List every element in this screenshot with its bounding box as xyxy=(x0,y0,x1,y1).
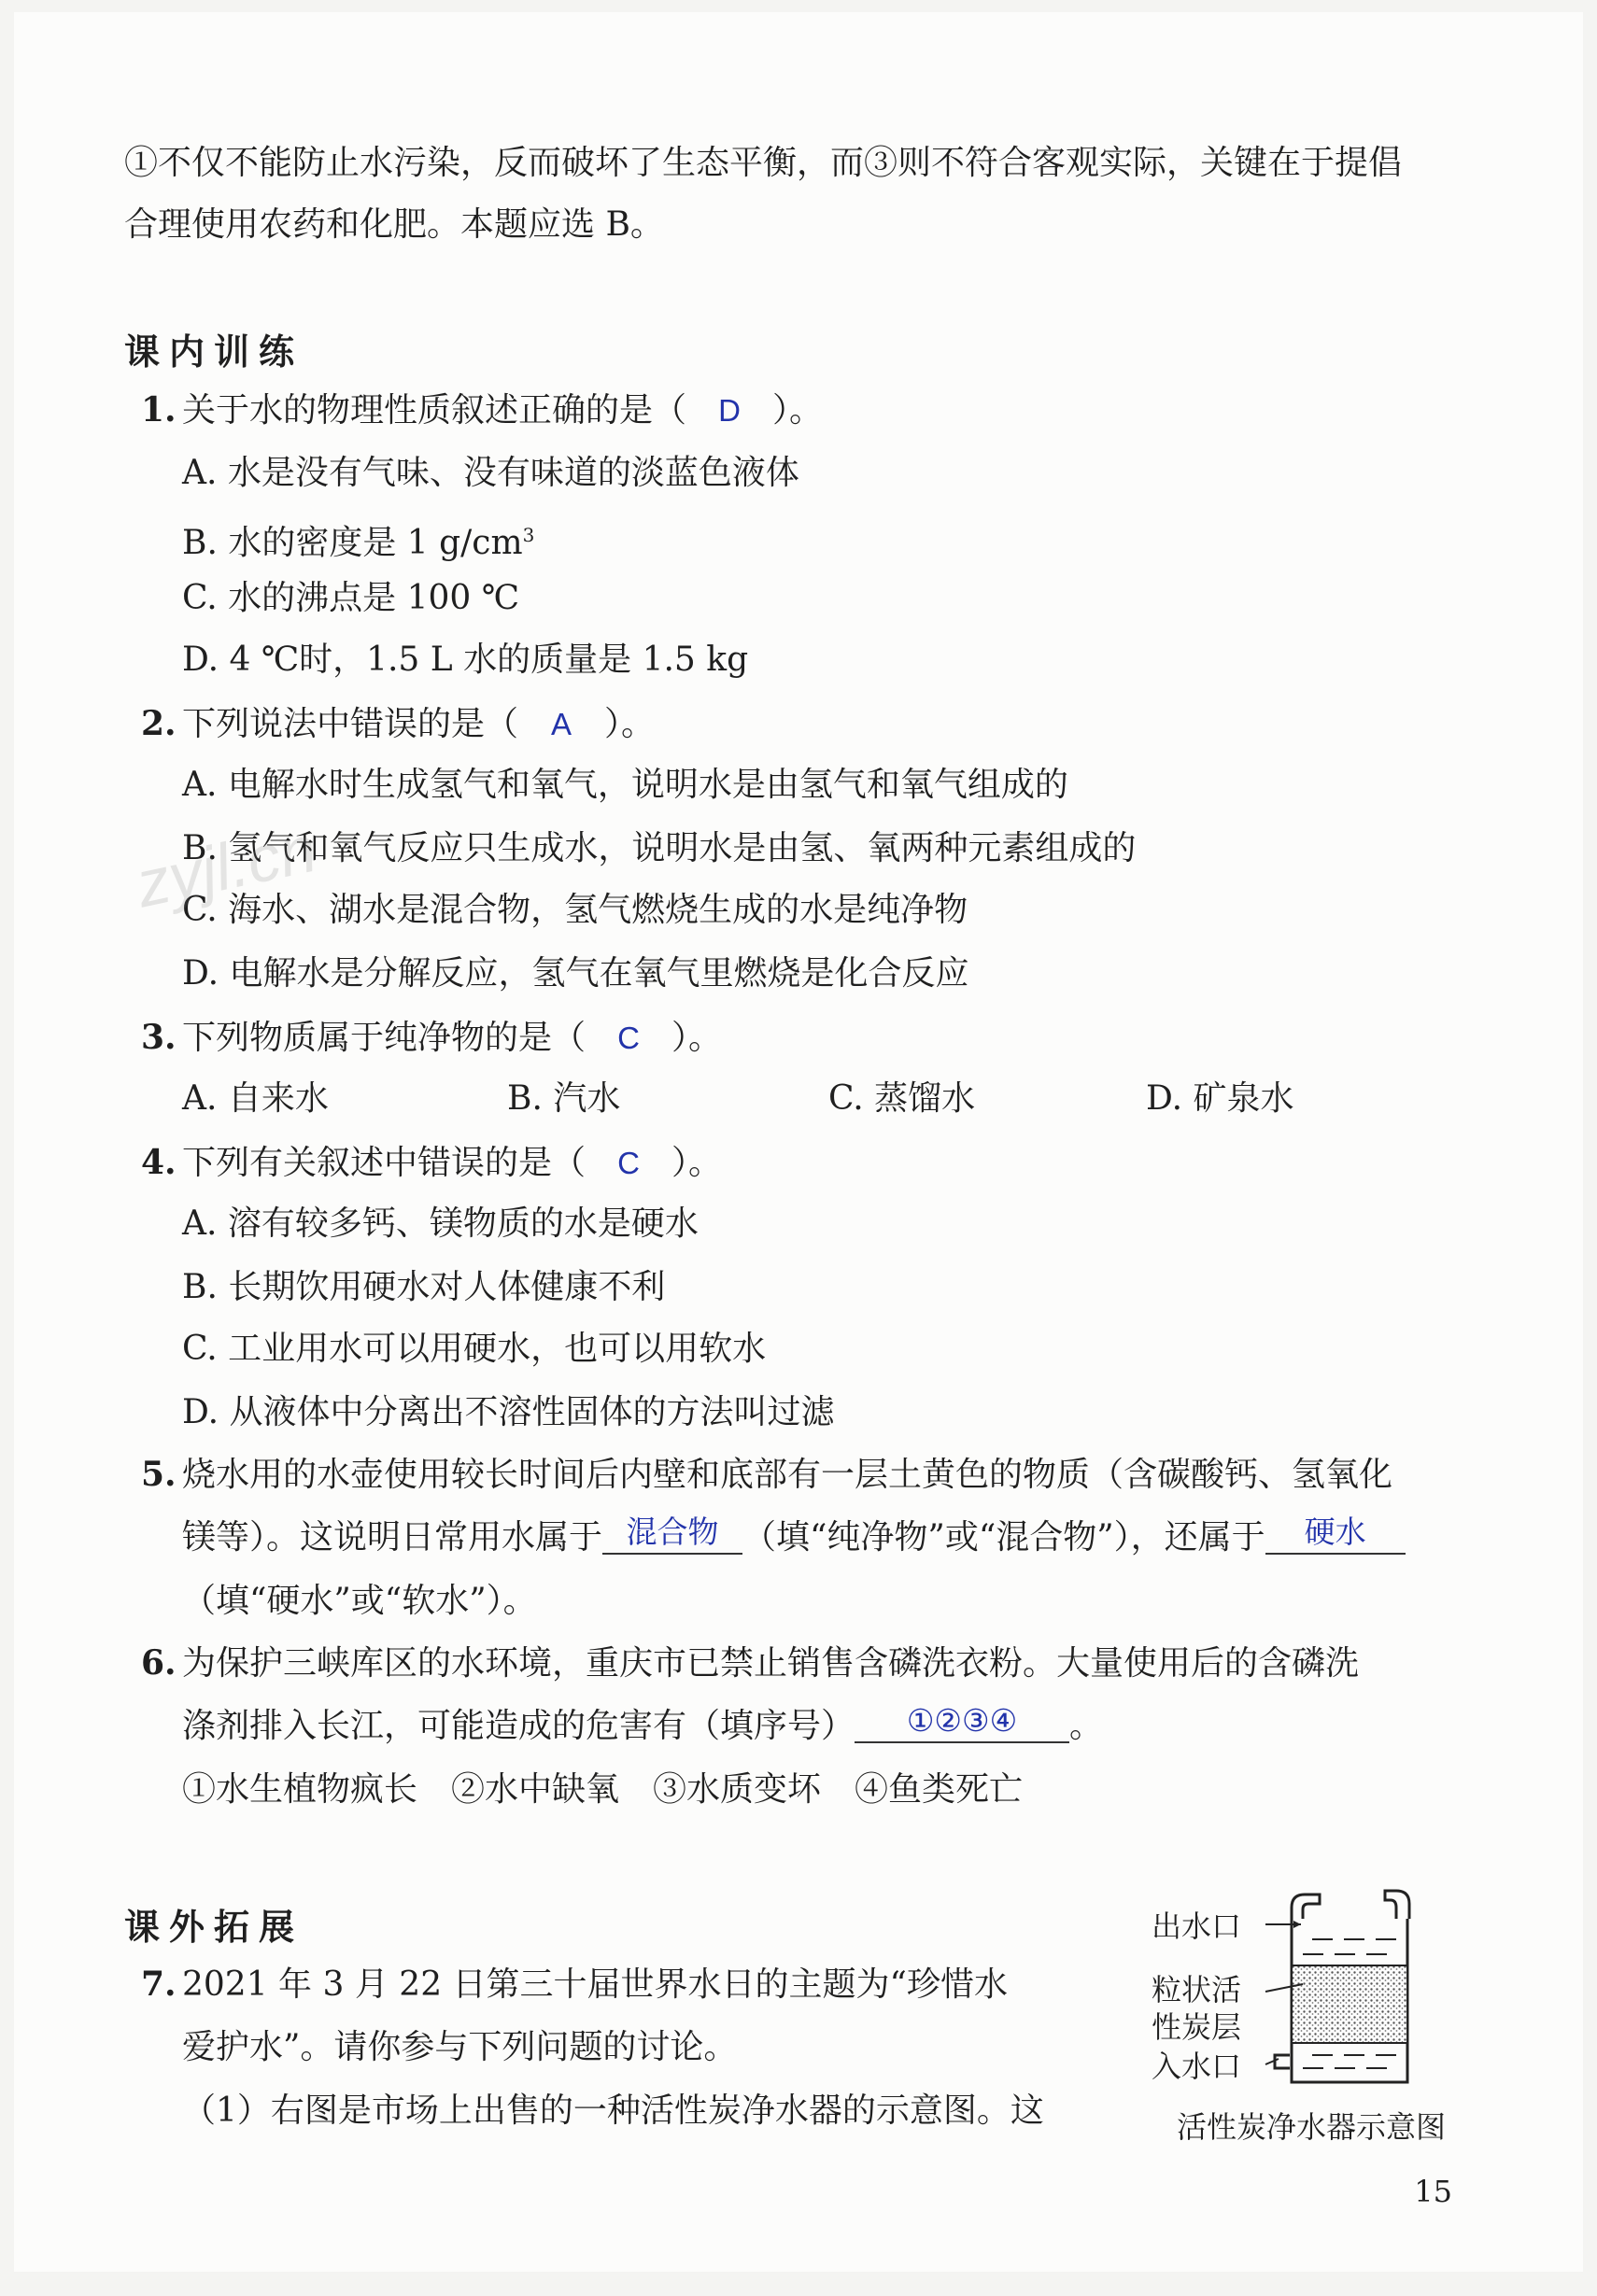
answer-q6: ①②③④ xyxy=(906,1703,1018,1738)
question-number: 2. xyxy=(141,704,177,743)
watermark-logo: zyjl.cn xyxy=(130,811,323,922)
q4-option-b: B. 长期饮用硬水对人体健康不利 xyxy=(182,1268,666,1306)
label-water-outlet: 出水口 xyxy=(1152,1909,1242,1944)
q1-option-b xyxy=(182,513,534,566)
stem-text: ）。 xyxy=(604,705,656,743)
q1-option-d: D. 4 ℃时，1.5 L 水的质量是 1.5 kg xyxy=(182,641,749,679)
q3-option-c: C. 蒸馏水 xyxy=(828,1079,976,1118)
question-2-stem xyxy=(141,701,655,747)
stem-text: 下列有关叙述中错误的是（ xyxy=(182,1144,587,1182)
q1-option-c: C. 水的沸点是 100 ℃ xyxy=(182,579,520,617)
question-6-options: ①水生植物疯长 ②水中缺氧 ③水质变坏 ④鱼类死亡 xyxy=(182,1770,1024,1809)
textbook-page xyxy=(14,12,1583,2272)
stem-text: （填“纯净物”或“混合物”），还属于 xyxy=(742,1518,1265,1556)
answer-q5-blank-2: 硬水 xyxy=(1304,1514,1366,1549)
stem-text: ）。 xyxy=(671,1019,723,1057)
q2-option-b: B. 氢气和氧气反应只生成水，说明水是由氢、氧两种元素组成的 xyxy=(182,829,1137,867)
inlet-pipe xyxy=(1275,2055,1290,2068)
answer-q4: C xyxy=(617,1146,640,1180)
stem-text: 2021 年 3 月 22 日第三十届世界水日的主题为“珍惜水 xyxy=(182,1965,1008,2004)
blank-2 xyxy=(1265,1515,1406,1555)
question-6-line-2 xyxy=(182,1704,1103,1749)
stem-text: 下列物质属于纯净物的是（ xyxy=(182,1019,587,1057)
q3-option-d: D. 矿泉水 xyxy=(1146,1079,1294,1118)
q4-option-a: A. 溶有较多钙、镁物质的水是硬水 xyxy=(182,1204,699,1243)
question-number: 4. xyxy=(141,1143,177,1182)
carbon-layer xyxy=(1293,1966,1406,2043)
stem-text: 。 xyxy=(1069,1707,1104,1745)
question-number: 5. xyxy=(141,1455,177,1494)
top-pipe xyxy=(1385,1891,1409,1919)
question-number: 3. xyxy=(141,1018,177,1057)
question-number: 6. xyxy=(141,1643,177,1683)
diagram-caption: 活性炭净水器示意图 xyxy=(1177,2109,1447,2145)
question-7-line-1 xyxy=(141,1962,1008,2007)
stem-text: ）。 xyxy=(772,391,824,430)
stem-text: 烧水用的水壶使用较长时间后内壁和底部有一层土黄色的物质（含碳酸钙、氢氧化 xyxy=(182,1456,1393,1494)
question-5-line-2 xyxy=(182,1515,1406,1560)
question-7-line-3: （1）右图是市场上出售的一种活性炭净水器的示意图。这 xyxy=(182,2092,1044,2130)
question-4-stem xyxy=(141,1140,722,1186)
label-water-inlet: 入水口 xyxy=(1152,2049,1242,2084)
answer-q3: C xyxy=(617,1021,640,1055)
section-title-extension: 课外拓展 xyxy=(124,1906,304,1948)
stem-text: 为保护三峡库区的水环境，重庆市已禁止销售含磷洗衣粉。大量使用后的含磷洗 xyxy=(182,1644,1360,1683)
question-5-line-1 xyxy=(141,1452,1392,1498)
question-7-line-2: 爱护水”。请你参与下列问题的讨论。 xyxy=(182,2028,738,2066)
answer-q5-blank-1: 混合物 xyxy=(626,1514,719,1549)
blank xyxy=(855,1704,1069,1743)
q2-option-a: A. 电解水时生成氢气和氧气，说明水是由氢气和氧气组成的 xyxy=(182,766,1068,804)
label-carbon-line-2: 性炭层 xyxy=(1152,2009,1242,2045)
intro-line-1: ①不仅不能防止水污染，反而破坏了生态平衡，而③则不符合客观实际，关键在于提倡 xyxy=(124,144,1403,182)
question-number: 7. xyxy=(141,1965,177,2004)
stem-text: 镁等）。这说明日常用水属于 xyxy=(182,1518,603,1556)
answer-q2: A xyxy=(551,707,572,741)
water-lines-bottom xyxy=(1303,2055,1396,2068)
question-number: 1. xyxy=(141,390,177,430)
question-5-line-3: （填“硬水”或“软水”）。 xyxy=(182,1582,537,1620)
question-6-line-1 xyxy=(141,1641,1359,1686)
q3-option-a: A. 自来水 xyxy=(182,1079,329,1118)
label-carbon-line-1: 粒状活 xyxy=(1152,1972,1242,2007)
stem-text: 涤剂排入长江，可能造成的危害有（填序号） xyxy=(182,1707,855,1745)
pointer-inlet xyxy=(1265,2059,1279,2064)
stem-text: ）。 xyxy=(671,1144,723,1182)
blank-1 xyxy=(602,1515,742,1555)
page-number: 15 xyxy=(1414,2174,1452,2209)
q2-option-c: C. 海水、湖水是混合物，氢气燃烧生成的水是纯净物 xyxy=(182,891,968,929)
answer-q1: D xyxy=(718,393,741,428)
stem-text: 关于水的物理性质叙述正确的是（ xyxy=(182,391,687,430)
q1-option-a: A. 水是没有气味、没有味道的淡蓝色液体 xyxy=(182,454,799,492)
superscript: 3 xyxy=(522,524,535,546)
carbon-filter-diagram xyxy=(1247,1881,1443,2096)
q3-option-b: B. 汽水 xyxy=(507,1079,621,1118)
stem-text: 下列说法中错误的是（ xyxy=(182,705,519,743)
q2-option-d: D. 电解水是分解反应，氢气在氧气里燃烧是化合反应 xyxy=(182,954,969,993)
section-title-in-class: 课内训练 xyxy=(124,331,304,373)
question-1-stem xyxy=(141,387,823,433)
q4-option-d: D. 从液体中分离出不溶性固体的方法叫过滤 xyxy=(182,1393,835,1431)
q4-option-c: C. 工业用水可以用硬水，也可以用软水 xyxy=(182,1330,767,1368)
option-text: B. 水的密度是 1 g/cm xyxy=(182,524,523,562)
arrowhead-icon xyxy=(1293,1921,1301,1928)
intro-line-2: 合理使用农药和化肥。本题应选 B。 xyxy=(124,205,664,244)
water-lines-top xyxy=(1303,1939,1396,1954)
question-3-stem xyxy=(141,1015,722,1061)
